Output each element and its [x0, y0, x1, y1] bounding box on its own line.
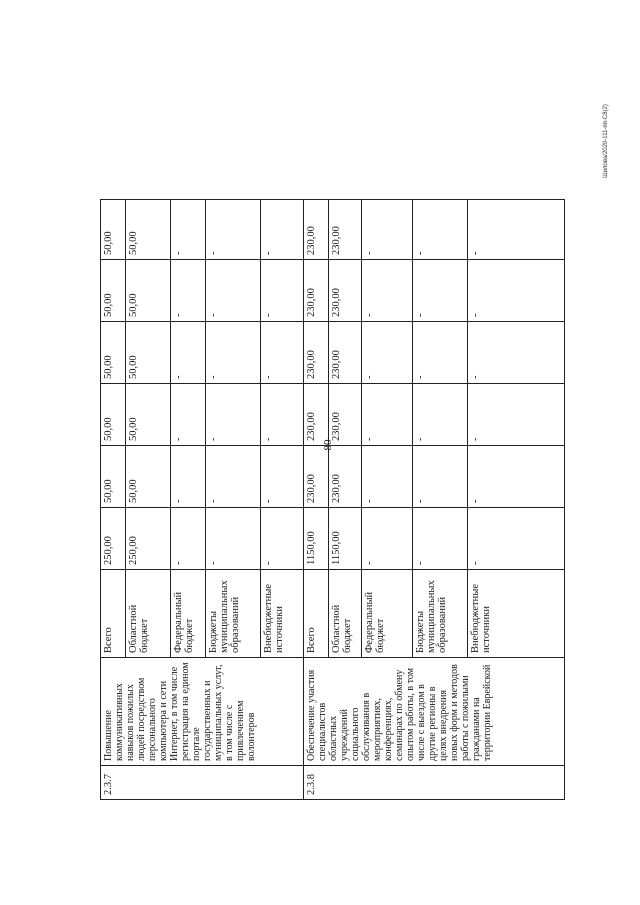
- dash: -: [468, 260, 565, 322]
- item-number: 2.3.8: [304, 766, 565, 800]
- dash: -: [468, 508, 565, 570]
- dash: -: [171, 260, 206, 322]
- value-year-3: 50,00: [126, 322, 171, 384]
- table-row: [101, 200, 126, 800]
- dash: -: [206, 446, 261, 508]
- dash: -: [468, 384, 565, 446]
- value-year-3: 230,00: [304, 322, 329, 384]
- item-description: Повышение коммуникативных навыков пожилых людей посредством персонального компьютера и сети Интернет, в том числе регистрация на едином портале государственных и муниципальных услуг, в том числе с привлечением волонтеров: [101, 658, 304, 766]
- value-total: 1150,00: [329, 508, 362, 570]
- dash: -: [261, 446, 304, 508]
- dash: -: [413, 446, 468, 508]
- value-total: 250,00: [126, 508, 171, 570]
- table-body: [101, 200, 565, 800]
- source-name: Федеральный бюджет: [362, 570, 413, 658]
- value-year-1: 230,00: [304, 446, 329, 508]
- dash: -: [261, 322, 304, 384]
- source-name: Всего: [101, 570, 126, 658]
- value-year-5: 230,00: [304, 200, 329, 260]
- dash: -: [413, 200, 468, 260]
- dash: -: [468, 200, 565, 260]
- item-number: 2.3.7: [101, 766, 304, 800]
- dash: -: [171, 384, 206, 446]
- source-name: Бюджеты муниципальных образований: [413, 570, 468, 658]
- page-number: 80: [322, 439, 334, 451]
- dash: -: [362, 200, 413, 260]
- dash: -: [362, 322, 413, 384]
- source-name: Всего: [304, 570, 329, 658]
- source-name: Бюджеты муниципальных образований: [206, 570, 261, 658]
- dash: -: [261, 260, 304, 322]
- value-year-2: 50,00: [126, 384, 171, 446]
- dash: -: [206, 322, 261, 384]
- value-year-3: 230,00: [329, 322, 362, 384]
- dash: -: [362, 384, 413, 446]
- value-year-4: 230,00: [304, 260, 329, 322]
- dash: -: [171, 200, 206, 260]
- dash: -: [171, 446, 206, 508]
- source-name: Областной бюджет: [126, 570, 171, 658]
- value-year-2: 50,00: [101, 384, 126, 446]
- value-year-2: 230,00: [329, 384, 362, 446]
- dash: -: [261, 200, 304, 260]
- dash: -: [413, 508, 468, 570]
- document-code: Шилова/2020-111-пп-С8(2): [603, 104, 609, 178]
- value-year-5: 230,00: [329, 200, 362, 260]
- table-row: [304, 200, 329, 800]
- item-description: Обеспечение участия специалистов областных учреждений социального обслуживания в мероприятиях, конференциях, семинарах по обмену опытом работы, в том числе с выездом в другие регионы в целях внедрения новых форм и методов работы с пожилыми гражданами на территории Еврейской: [304, 658, 565, 766]
- value-total: 1150,00: [304, 508, 329, 570]
- financing-table: [100, 199, 565, 800]
- dash: -: [261, 384, 304, 446]
- dash: -: [413, 322, 468, 384]
- dash: -: [468, 446, 565, 508]
- dash: -: [206, 200, 261, 260]
- value-year-4: 50,00: [101, 260, 126, 322]
- dash: -: [362, 260, 413, 322]
- value-year-5: 50,00: [126, 200, 171, 260]
- value-year-5: 50,00: [101, 200, 126, 260]
- dash: -: [261, 508, 304, 570]
- value-total: 250,00: [101, 508, 126, 570]
- value-year-1: 230,00: [329, 446, 362, 508]
- dash: -: [171, 322, 206, 384]
- value-year-3: 50,00: [101, 322, 126, 384]
- dash: -: [362, 446, 413, 508]
- source-name: Федеральный бюджет: [171, 570, 206, 658]
- dash: -: [171, 508, 206, 570]
- source-name: Внебюджетные источники: [261, 570, 304, 658]
- value-year-2: 230,00: [304, 384, 329, 446]
- source-name: Областной бюджет: [329, 570, 362, 658]
- dash: -: [468, 322, 565, 384]
- value-year-4: 230,00: [329, 260, 362, 322]
- value-year-4: 50,00: [126, 260, 171, 322]
- value-year-1: 50,00: [101, 446, 126, 508]
- dash: -: [362, 508, 413, 570]
- dash: -: [413, 384, 468, 446]
- dash: -: [413, 260, 468, 322]
- dash: -: [206, 384, 261, 446]
- source-name: Внебюджетные источники: [468, 570, 565, 658]
- dash: -: [206, 260, 261, 322]
- dash: -: [206, 508, 261, 570]
- rotated-table-container: [100, 200, 570, 800]
- value-year-1: 50,00: [126, 446, 171, 508]
